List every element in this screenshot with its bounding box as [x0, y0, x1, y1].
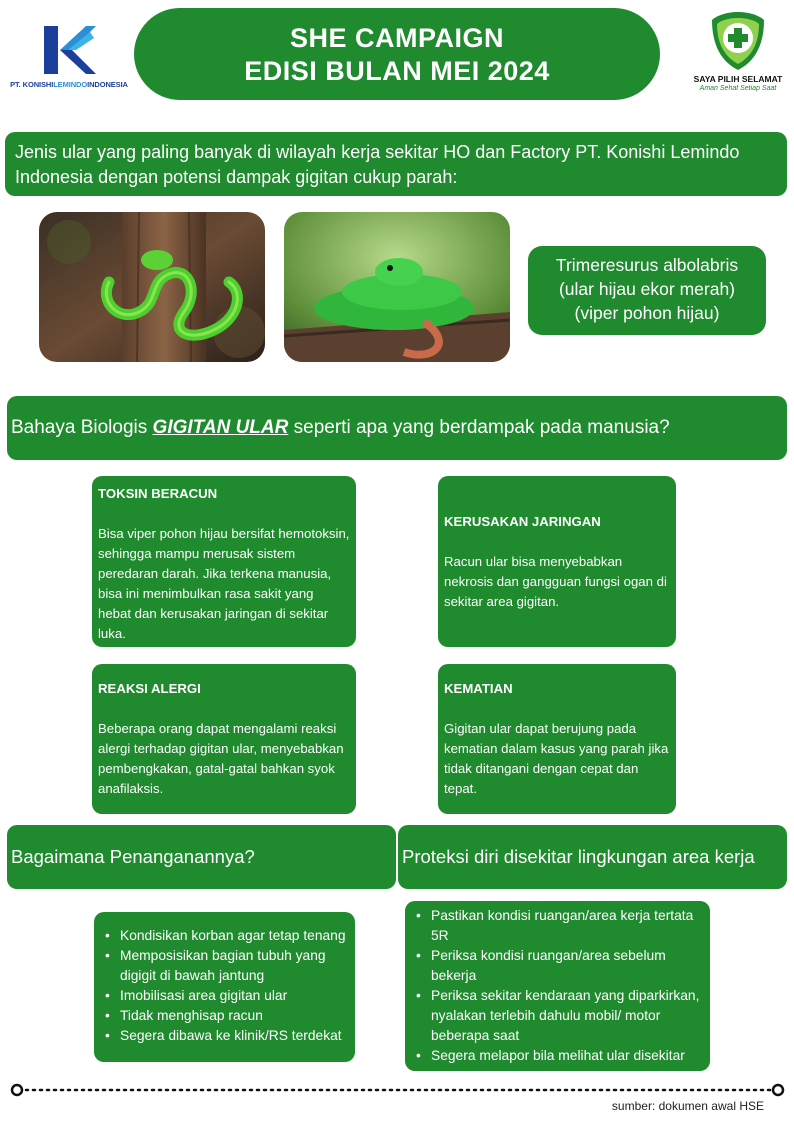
- list-item: • Periksa sekitar kendaraan yang diparkirkan, nyalakan terlebih dahulu mobil/ motor beberapa saat: [405, 986, 710, 1046]
- intro-banner: Jenis ular yang paling banyak di wilayah kerja sekitar HO dan Factory PT. Konishi Lemindo Indonesia dengan potensi dampak gigitan cukup parah:: [5, 132, 787, 196]
- hazard-card-title: KEMATIAN: [444, 681, 513, 696]
- hazard-card-death: [438, 664, 676, 814]
- list-item: • Imobilisasi area gigitan ular: [94, 986, 355, 1006]
- snake-photo-tree: [39, 212, 265, 362]
- species-scientific-name: Trimeresurus albolabris: [555, 255, 739, 275]
- list-item: • Segera melapor bila melihat ular disekitar: [405, 1046, 710, 1066]
- company-name: PT. KONISHILEMINDOINDONESIA: [10, 80, 128, 89]
- hazard-card-title: TOKSIN BERACUN: [98, 486, 218, 501]
- hazard-card-toxin: [92, 476, 356, 647]
- protection-heading: Proteksi diri disekitar lingkungan area kerja: [398, 825, 787, 889]
- badge-tagline: Aman Sehat Setiap Saat: [699, 85, 777, 92]
- hazard-card-title: REAKSI ALERGI: [98, 681, 201, 696]
- protection-list: [405, 901, 710, 1071]
- handling-list: [94, 912, 355, 1062]
- snake-photo-branch: [284, 212, 510, 362]
- company-logo: [6, 18, 132, 90]
- species-local-name: (ular hijau ekor merah): [558, 279, 736, 299]
- hazard-card-body: Racun ular bisa menyebabkan nekrosis dan gangguan fungsi ogan di sekitar area gigitan.: [444, 554, 667, 609]
- shield-cross-icon: [710, 10, 766, 72]
- handling-heading: Bagaimana Penanganannya?: [7, 825, 396, 889]
- hazard-card-body: Bisa viper pohon hijau bersifat hemotoksin, sehingga mampu merusak sistem peredaran darah. Jika terkena manusia, bisa ini menimbulkan rasa sakit yang hebat dan kerusakan jaringan di sekitar luka.: [98, 526, 350, 641]
- list-item: • Memposisikan bagian tubuh yang digigit di bawah jantung: [94, 946, 355, 986]
- list-item: • Kondisikan korban agar tetap tenang: [94, 926, 355, 946]
- species-label: [528, 246, 766, 335]
- footer-dotted-divider: [10, 1082, 786, 1098]
- campaign-title-banner: [134, 8, 660, 100]
- list-item: • Pastikan kondisi ruangan/area kerja tertata 5R: [405, 906, 710, 946]
- list-item: • Periksa kondisi ruangan/area sebelum bekerja: [405, 946, 710, 986]
- company-logo-mark-icon: [42, 24, 98, 76]
- hazard-card-allergy: [92, 664, 356, 814]
- list-item: • Segera dibawa ke klinik/RS terdekat: [94, 1026, 355, 1046]
- hazard-card-body: Gigitan ular dapat berujung pada kematian dalam kasus yang parah jika tidak ditangani dengan cepat dan tepat.: [444, 721, 669, 796]
- campaign-title: SHE CAMPAIGN: [289, 23, 504, 53]
- campaign-edition: EDISI BULAN MEI 2024: [244, 56, 550, 86]
- hazard-card-body: Beberapa orang dapat mengalami reaksi alergi terhadap gigitan ular, menyebabkan pembengkakan, gatal-gatal bahkan syok anafilaksis.: [98, 721, 344, 796]
- species-common-name: (viper pohon hijau): [574, 303, 720, 323]
- source-note: sumber: dokumen awal HSE: [611, 1099, 764, 1113]
- hazard-question-banner: Bahaya Biologis GIGITAN ULAR seperti apa yang berdampak pada manusia?: [7, 396, 787, 460]
- list-item: • Tidak menghisap racun: [94, 1006, 355, 1026]
- hazard-card-title: KERUSAKAN JARINGAN: [444, 514, 601, 529]
- badge-title: SAYA PILIH SELAMAT: [693, 74, 783, 84]
- hazard-highlight: GIGITAN ULAR: [152, 417, 289, 438]
- safety-badge: [690, 10, 786, 102]
- hazard-card-tissue-damage: [438, 476, 676, 647]
